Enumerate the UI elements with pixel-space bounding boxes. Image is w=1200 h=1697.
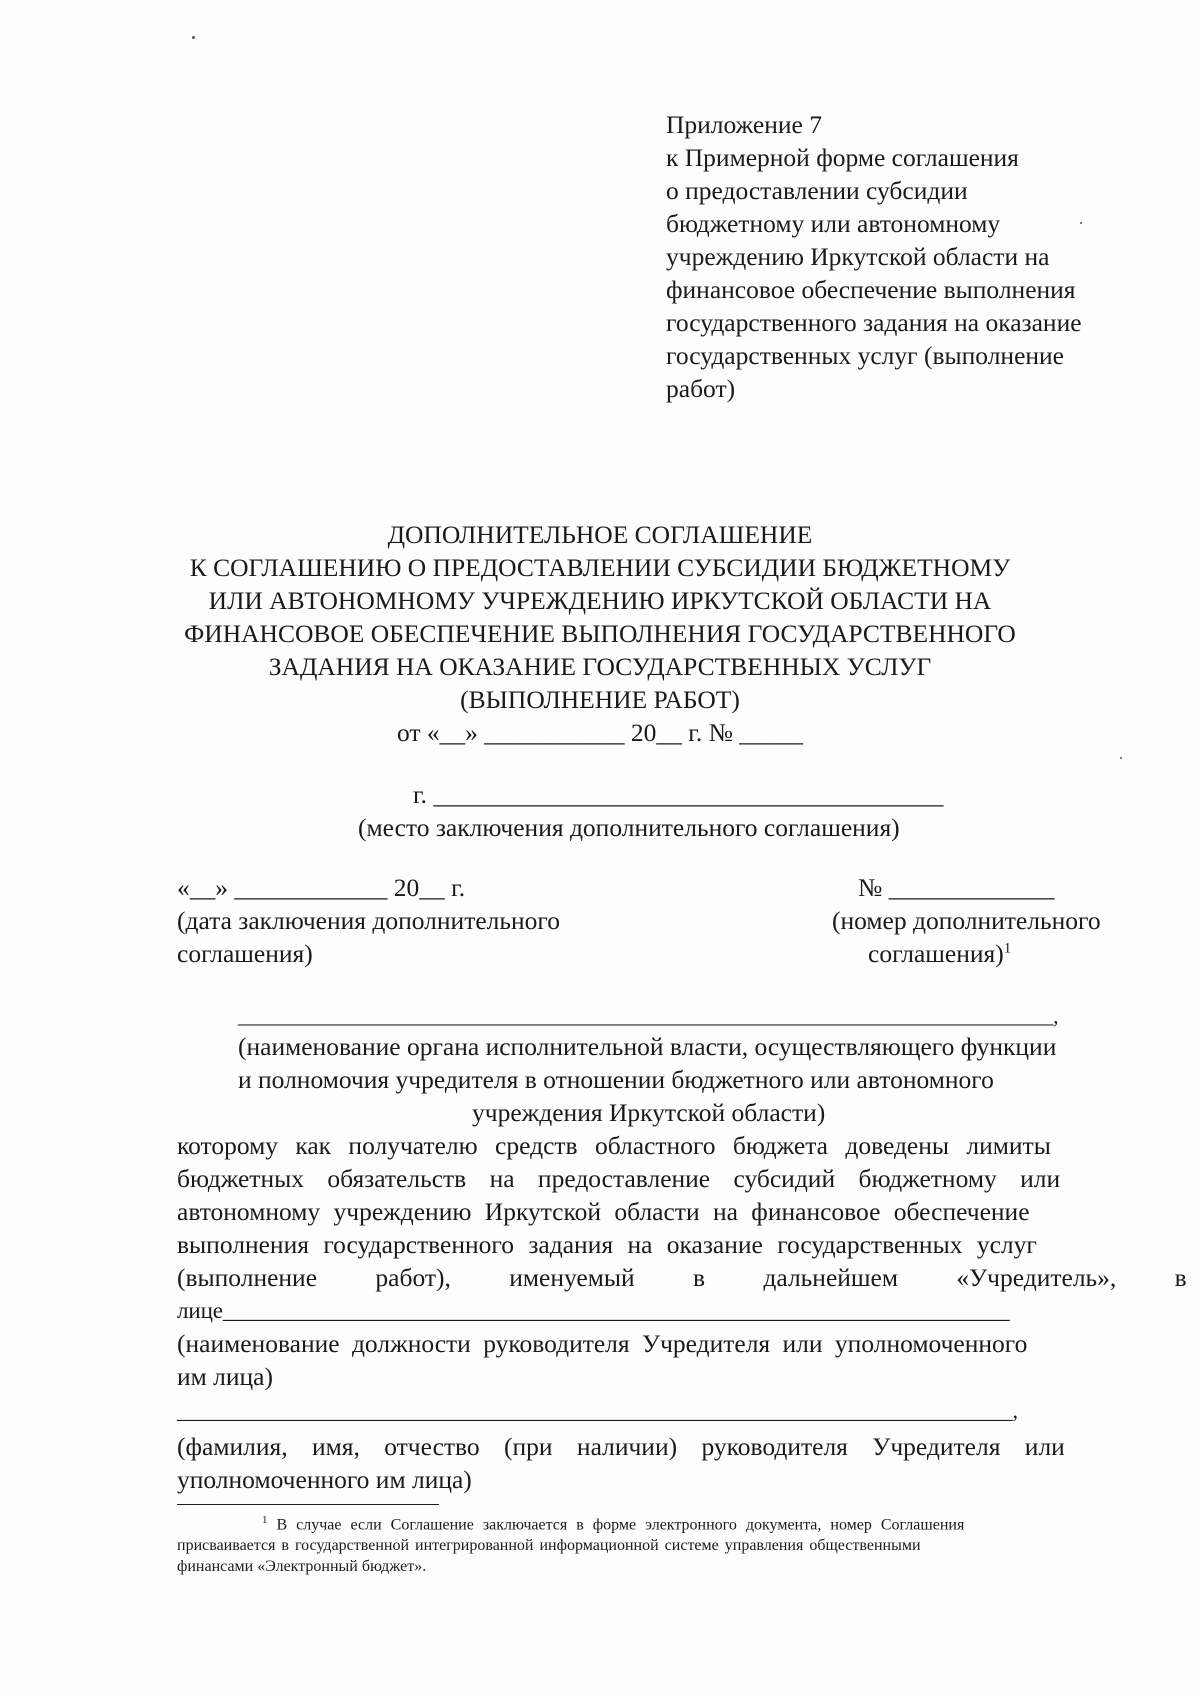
title-line: (ВЫПОЛНЕНИЕ РАБОТ) — [460, 685, 740, 714]
organ-caption: и полномочия учредителя в отношении бюджетного или автономного — [238, 1065, 994, 1094]
footnote-line — [177, 1510, 1182, 1535]
appendix-line: учреждению Иркутской области на — [666, 242, 1050, 271]
body-line — [177, 1129, 1182, 1162]
footnote-line: присваивается в государственной интегрированной информационной системе управления общественными — [177, 1537, 921, 1555]
body-line — [177, 1195, 1182, 1228]
number-line: № _____________ — [858, 873, 1055, 902]
footnote-line-text: В случае если Соглашение заключается в форме электронного документа, номер Соглашения — [276, 1516, 965, 1534]
body-line-text: выполнения государственного задания на оказание государственных услуг — [177, 1230, 1037, 1259]
name-blank: ____________________________________________________________________________, — [177, 1398, 1018, 1423]
place-line: г. ________________________________________ — [413, 780, 944, 809]
body-line-text: (выполнение работ), именуемый в дальнейшем «Учредитель», в — [177, 1263, 1187, 1292]
body-line-text: автономному учреждению Иркутской области на финансовое обеспечение — [177, 1197, 1030, 1226]
scan-speck — [1120, 757, 1122, 759]
body-line — [177, 1162, 1182, 1195]
number-caption-text: соглашения) — [868, 939, 1004, 968]
organ-caption: учреждения Иркутской области) — [472, 1098, 826, 1127]
appendix-line: о предоставлении субсидии — [666, 176, 968, 205]
title-line: ФИНАНСОВОЕ ОБЕСПЕЧЕНИЕ ВЫПОЛНЕНИЯ ГОСУДАРСТВЕННОГО — [184, 619, 1016, 648]
appendix-line: к Примерной форме соглашения — [666, 143, 1019, 172]
appendix-header — [666, 108, 1082, 405]
number-caption — [868, 937, 1011, 970]
body-line-text: которому как получателю средств областного бюджета доведены лимиты — [177, 1131, 1051, 1160]
appendix-line: государственных услуг (выполнение — [666, 341, 1065, 370]
footnote-ref: 1 — [1003, 940, 1012, 957]
position-caption: (наименование должности руководителя Учредителя или уполномоченного — [177, 1329, 1028, 1358]
body-line — [177, 1261, 1187, 1294]
footnote-separator — [177, 1504, 439, 1505]
footnote-marker: 1 — [262, 1514, 268, 1526]
title-line: ИЛИ АВТОНОМНОМУ УЧРЕЖДЕНИЮ ИРКУТСКОЙ ОБЛАСТИ НА — [208, 586, 992, 615]
title-line: К СОГЛАШЕНИЮ О ПРЕДОСТАВЛЕНИИ СУБСИДИИ БЮДЖЕТНОМУ — [189, 553, 1011, 582]
footnote-line: финансами «Электронный бюджет». — [177, 1558, 427, 1576]
footnote — [177, 1510, 1182, 1577]
scan-speck — [192, 36, 195, 39]
place-caption: (место заключения дополнительного соглашения) — [358, 813, 900, 842]
organ-caption: (наименование органа исполнительной власти, осуществляющего функции — [238, 1032, 1057, 1061]
name-caption: (фамилия, имя, отчество (при наличии) руководителя Учредителя или — [177, 1432, 1065, 1461]
title-date-line: от «__» ___________ 20__ г. № _____ — [396, 718, 804, 747]
document-title — [0, 518, 1200, 749]
body-paragraph — [177, 1129, 1187, 1294]
date-caption: соглашения) — [177, 939, 313, 968]
appendix-line: финансовое обеспечение выполнения — [666, 275, 1076, 304]
organ-blank: ______________________________________________________________________________, — [238, 1004, 1059, 1028]
position-caption: им лица) — [177, 1362, 273, 1391]
appendix-line: государственного задания на оказание — [666, 308, 1082, 337]
appendix-line: работ) — [666, 374, 736, 403]
date-caption: (дата заключения дополнительного — [177, 906, 560, 935]
title-line: ДОПОЛНИТЕЛЬНОЕ СОГЛАШЕНИЕ — [387, 520, 813, 549]
appendix-line: бюджетному или автономному — [666, 209, 1001, 238]
body-line-text: бюджетных обязательств на предоставление субсидий бюджетному или — [177, 1164, 1061, 1193]
date-line: «__» ____________ 20__ г. — [177, 873, 466, 902]
body-line — [177, 1228, 1182, 1261]
name-caption: уполномоченного им лица) — [177, 1465, 472, 1494]
number-caption: (номер дополнительного — [832, 906, 1101, 935]
face-line: лице_____________________________________________________________________ — [177, 1298, 1010, 1323]
appendix-line: Приложение 7 — [666, 110, 822, 139]
title-line: ЗАДАНИЯ НА ОКАЗАНИЕ ГОСУДАРСТВЕННЫХ УСЛУГ — [268, 652, 932, 681]
